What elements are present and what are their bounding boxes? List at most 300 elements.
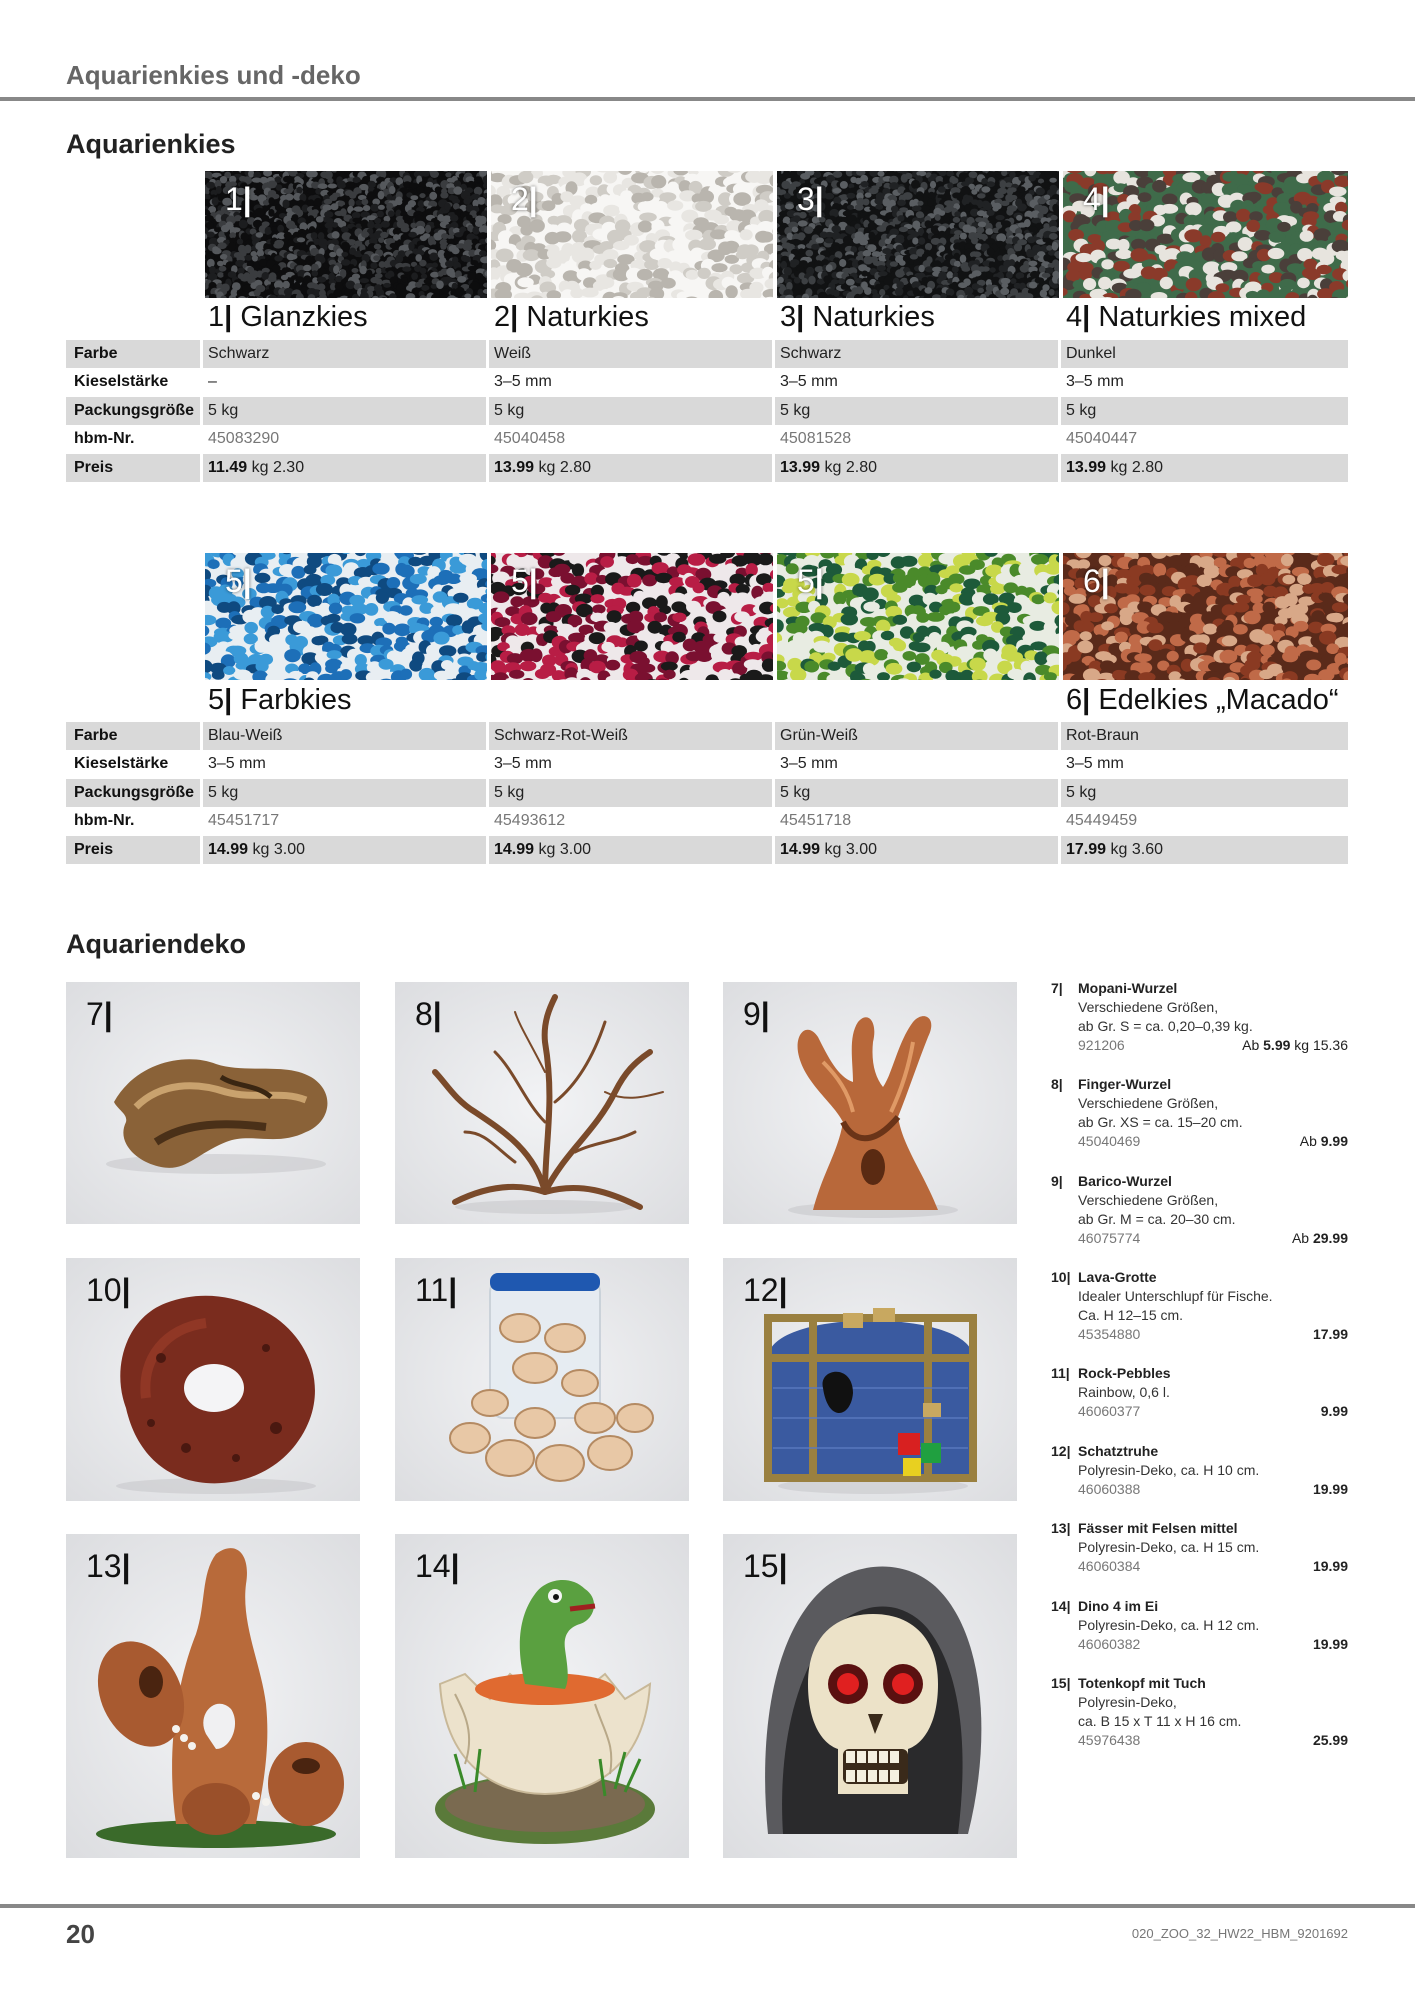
gravel-pebble [356,200,363,206]
gravel-pebble [254,289,261,296]
gravel-pebble [1203,624,1218,635]
gravel-pebble [613,241,629,250]
gravel-pebble [455,287,464,296]
gravel-pebble [237,239,243,245]
gravel-pebble [813,284,821,289]
gravel-pebble [894,237,904,244]
gravel-pebble [402,266,411,271]
gravel-pebble [860,239,868,245]
gravel-pebble [930,181,936,189]
gravel-pebble [801,278,808,285]
gravel-pebble [1028,261,1037,267]
gravel-pebble [604,259,618,268]
deko-image-8 [395,982,689,1224]
gravel-pebble [380,181,386,190]
gravel-pebble [938,186,946,193]
price: 17.99 kg 3.60 [1066,841,1163,858]
gravel-pebble [833,592,846,605]
deko-item-11: 11| Rock-Pebbles Rainbow, 0,6 l. 46060377 9.99 [1051,1365,1348,1419]
deko-image-10 [66,1258,360,1501]
price: 14.99 kg 3.00 [780,841,877,858]
gravel-pebble [1311,610,1325,623]
gravel-pebble [967,288,974,293]
gravel-pebble [352,218,361,223]
image-number: 5| [511,563,538,599]
gravel-pebble [792,227,799,233]
price: 19.99 [1312,1481,1348,1497]
gravel-pebble [952,266,959,273]
price: Ab 9.99 [1299,1133,1348,1149]
gravel-pebble [325,659,342,670]
gravel-pebble [1186,278,1202,291]
gravel-pebble [895,269,904,277]
gravel-pebble [627,574,642,588]
gravel-pebble [333,265,339,274]
gravel-pebble [1035,277,1045,283]
gravel-pebble [1024,219,1031,227]
gravel-pebble [394,624,412,637]
gravel-pebble [1120,612,1133,625]
gravel-pebble [1273,202,1289,214]
gravel-pebble [987,248,995,257]
section-title: Aquarienkies und -deko [66,60,361,90]
gravel-pebble [918,237,925,244]
gravel-pebble [740,229,753,240]
gravel-pebble [890,261,898,267]
gravel-pebble [435,186,442,193]
gravel-pebble [977,288,984,293]
gravel-pebble [663,670,675,680]
gravel-pebble [419,181,427,187]
gravel-pebble [1258,634,1273,646]
gravel-pebble [332,222,339,228]
gravel-pebble [1001,220,1011,226]
gravel-pebble [212,248,221,254]
gravel-pebble [644,259,659,270]
gravel-pebble [862,587,879,601]
gravel-pebble [297,237,305,242]
gravel-pebble [1001,201,1010,206]
gravel-pebble [554,231,571,242]
deko-item-12: 12| Schatztruhe Polyresin-Deko, ca. H 10 cm. 46060388 19.99 [1051,1443,1348,1497]
gravel-pebble [341,242,350,251]
gravel-pebble [312,209,319,214]
gravel-pebble [1006,208,1013,215]
deko-item-8: 8| Finger-Wurzel Verschiedene Größen, ab Gr. XS = ca. 15–20 cm. 45040469 Ab 9.99 [1051,1076,1348,1149]
image-number: 15| [743,1548,788,1584]
gravel-pebble [439,645,456,657]
gravel-pebble [605,660,620,671]
gravel-pebble [1037,198,1046,205]
gravel-pebble [1042,273,1051,278]
gravel-pebble [685,230,703,241]
price: Ab 5.99 kg 15.36 [1242,1037,1348,1053]
gravel-pebble [254,189,263,194]
gravel-pebble [854,631,871,641]
gravel-pebble [1044,621,1057,635]
gravel-pebble [1297,573,1311,585]
gravel-image-5b [491,553,773,680]
deko-item-10: 10| Lava-Grotte Idealer Unterschlupf für Fische. Ca. H 12–15 cm. 45354880 17.99 [1051,1269,1348,1342]
gravel-pebble [953,217,960,223]
gravel-pebble [1222,635,1237,646]
gravel-pebble [688,553,706,566]
price: 14.99 kg 3.00 [208,841,305,858]
gravel-pebble [1185,563,1199,575]
gravel-image-3 [777,171,1059,298]
gravel-pebble [589,261,601,270]
gravel-pebble [798,248,804,254]
gravel-pebble [1326,643,1339,654]
gravel-pebble [1244,611,1261,625]
gravel-pebble [964,204,970,212]
gravel-pebble [367,191,375,200]
gravel-pebble [913,287,920,296]
gravel-pebble [603,171,617,184]
gravel-pebble [415,282,423,288]
gravel-pebble [241,249,247,256]
gravel-pebble [1236,209,1251,222]
gravel-pebble [1083,278,1096,290]
kies-heading: Aquarienkies [66,129,236,159]
gravel-pebble [1298,555,1312,564]
image-number: 1| [225,181,252,217]
gravel-pebble [983,649,997,662]
gravel-pebble [472,226,479,234]
gravel-pebble [1028,226,1037,232]
gravel-pebble [1244,558,1256,568]
gravel-pebble [960,255,967,264]
gravel-pebble [368,181,376,188]
gravel-pebble [962,267,971,272]
gravel-pebble [288,601,306,613]
gravel-pebble [987,210,995,217]
gravel-pebble [686,270,699,280]
gravel-pebble [874,649,888,660]
gravel-pebble [626,554,639,564]
table-row-packungsgroesse: Packungsgröße 5 kg 5 kg 5 kg 5 kg [66,397,1348,425]
gravel-image-2 [491,171,773,298]
gravel-pebble [277,225,284,233]
price: 13.99 kg 2.80 [1066,459,1163,476]
gravel-pebble [425,225,431,233]
gravel-pebble [387,577,401,589]
gravel-pebble [952,178,959,184]
gravel-pebble [445,172,451,177]
table-row-farbe: Farbe Blau-Weiß Schwarz-Rot-Weiß Grün-Weiß Rot-Braun [66,722,1348,750]
gravel-pebble [899,260,906,266]
gravel-pebble [455,232,463,237]
gravel-pebble [714,215,729,225]
gravel-pebble [1238,237,1253,251]
gravel-pebble [1223,211,1237,223]
gravel-pebble [259,259,268,267]
gravel-pebble [791,239,800,244]
table-row-hbm: hbm-Nr. 45083290 45040458 45081528 45040447 [74,430,1138,447]
gravel-pebble [1249,211,1263,221]
product-name-2: 2| Naturkies [494,301,649,333]
gravel-pebble [1032,218,1042,224]
gravel-pebble [284,649,301,662]
gravel-pebble [377,211,384,218]
gravel-pebble [832,203,840,210]
gravel-pebble [425,208,433,216]
gravel-pebble [457,276,466,283]
gravel-pebble [1049,289,1055,296]
gravel-pebble [228,242,236,251]
gravel-pebble [436,280,444,289]
gravel-pebble [349,192,357,199]
gravel-pebble [332,231,340,239]
gravel-pebble [1125,584,1139,595]
gravel-pebble [217,272,224,278]
gravel-pebble [711,263,727,272]
gravel-pebble [284,232,292,240]
gravel-pebble [1009,259,1015,266]
gravel-pebble [1220,650,1238,664]
gravel-pebble [1088,612,1103,622]
gravel-pebble [441,660,453,670]
gravel-pebble [340,669,352,680]
gravel-pebble [453,186,462,194]
gravel-pebble [450,563,468,573]
price: 17.99 [1312,1326,1348,1342]
gravel-pebble [318,183,328,189]
gravel-pebble [432,262,438,267]
gravel-pebble [328,184,337,189]
gravel-pebble [620,190,633,201]
gravel-pebble [1013,575,1028,584]
deko-image-9 [723,982,1017,1224]
gravel-pebble [1177,181,1190,193]
gravel-pebble [337,181,347,189]
gravel-pebble [922,205,931,210]
image-number: 9| [743,996,770,1032]
gravel-pebble [1282,575,1295,584]
gravel-pebble [638,221,652,233]
gravel-pebble [1024,182,1033,188]
gravel-pebble [1233,624,1248,634]
gravel-pebble [1263,602,1276,614]
gravel-pebble [229,232,236,238]
gravel-pebble [592,604,605,613]
gravel-pebble [1101,621,1114,630]
gravel-pebble [271,604,283,614]
product-name-1: 1| Glanzkies [208,301,368,333]
gravel-pebble [1052,242,1058,251]
gravel-pebble [912,237,918,244]
gravel-pebble [825,238,834,243]
gravel-pebble [271,226,278,232]
gravel-pebble [864,287,872,295]
gravel-pebble [1080,631,1092,640]
gravel-pebble [826,264,833,272]
gravel-pebble [366,270,372,279]
gravel-pebble [244,622,258,634]
gravel-pebble [958,272,968,279]
gravel-pebble [602,277,615,288]
gravel-pebble [440,243,447,250]
gravel-pebble [1007,602,1022,613]
gravel-pebble [982,266,990,271]
gravel-pebble [1297,278,1310,289]
gravel-pebble [1064,181,1079,192]
gravel-pebble [421,274,427,279]
deko-image-7 [66,982,360,1224]
gravel-pebble [877,265,886,271]
catalog-code: 020_ZOO_32_HW22_HBM_9201692 [1131,1926,1348,1941]
gravel-pebble [943,216,950,222]
gravel-pebble [400,669,412,680]
gravel-pebble [402,277,408,282]
gravel-pebble [724,563,737,575]
deko-image-12 [723,1258,1017,1501]
gravel-pebble [462,620,474,634]
gravel-pebble [1244,659,1260,671]
gravel-pebble [463,243,472,251]
gravel-pebble [694,286,709,298]
gravel-pebble [365,603,379,616]
gravel-pebble [798,220,808,226]
gravel-pebble [913,633,925,643]
gravel-pebble [357,623,371,636]
gravel-pebble [1008,187,1016,192]
gravel-pebble [1016,215,1022,221]
gravel-image-6 [1063,553,1348,680]
gravel-pebble [659,192,676,201]
gravel-pebble [1014,243,1022,251]
gravel-pebble [843,236,851,244]
gravel-pebble [863,250,872,257]
image-number: 8| [415,996,442,1032]
gravel-pebble [349,199,355,207]
gravel-pebble [381,221,390,228]
product-name-5: 5| Farbkies [208,684,352,716]
gravel-pebble [373,255,380,261]
gravel-pebble [300,244,309,250]
gravel-pebble [619,203,636,216]
gravel-pebble [1233,602,1250,612]
gravel-pebble [372,563,389,575]
gravel-pebble [893,640,906,652]
page-number: 20 [66,1919,95,1949]
gravel-pebble [399,605,412,615]
gravel-pebble [1246,220,1260,232]
table-row-hbm: hbm-Nr. 45451717 45493612 45451718 45449459 [74,812,1138,829]
gravel-pebble [638,664,655,673]
gravel-pebble [927,198,934,206]
gravel-pebble [988,216,997,222]
gravel-pebble [758,553,774,565]
gravel-pebble [1197,575,1212,588]
gravel-pebble [327,650,342,659]
deko-item-13: 13| Fässer mit Felsen mittel Polyresin-Deko, ca. H 15 cm. 46060384 19.99 [1051,1520,1348,1574]
gravel-pebble [1295,603,1308,614]
gravel-pebble [672,238,686,252]
gravel-pebble [477,197,485,205]
deko-item-9: 9| Barico-Wurzel Verschiedene Größen, ab Gr. M = ca. 20–30 cm. 46075774 Ab 29.99 [1051,1173,1348,1246]
gravel-pebble [410,574,427,584]
gravel-pebble [256,232,264,238]
gravel-pebble [804,661,819,673]
gravel-pebble [878,271,888,276]
gravel-pebble [1185,202,1202,215]
gravel-pebble [1184,604,1202,614]
gravel-pebble [1332,565,1349,575]
header-divider [0,97,1415,101]
gravel-pebble [713,633,726,643]
gravel-pebble [927,612,945,622]
gravel-pebble [790,259,800,266]
gravel-pebble [444,251,452,258]
gravel-pebble [1069,662,1086,672]
gravel-pebble [572,563,584,577]
gravel-pebble [374,244,381,250]
gravel-pebble [434,220,441,228]
gravel-pebble [713,611,727,623]
gravel-pebble [331,203,339,210]
gravel-pebble [897,200,906,206]
gravel-pebble [785,203,794,209]
gravel-image-1 [205,171,487,298]
gravel-pebble [268,209,274,217]
gravel-pebble [362,199,369,206]
gravel-pebble [546,611,562,622]
gravel-pebble [568,633,586,644]
gravel-pebble [463,198,470,205]
gravel-pebble [1034,651,1048,665]
product-name-4: 4| Naturkies mixed [1066,301,1307,333]
footer-divider [0,1904,1415,1908]
gravel-pebble [1216,283,1230,292]
gravel-pebble [1010,278,1016,284]
gravel-pebble [329,252,336,258]
price: 9.99 [1320,1403,1348,1419]
gravel-pebble [242,610,258,624]
gravel-pebble [345,181,354,187]
gravel-pebble [424,279,431,284]
gravel-pebble [255,640,269,653]
gravel-pebble [949,574,965,585]
gravel-pebble [445,260,454,267]
gravel-pebble [640,192,653,201]
gravel-pebble [903,192,913,200]
gravel-pebble [928,192,935,200]
gravel-pebble [876,182,882,187]
gravel-pebble [1269,231,1286,243]
gravel-pebble [1027,236,1036,243]
gravel-pebble [918,213,925,219]
gravel-pebble [294,282,301,289]
gravel-pebble [393,171,399,176]
gravel-pebble [946,565,961,574]
gravel-pebble [936,181,943,187]
gravel-pebble [806,250,814,257]
gravel-pebble [813,641,831,653]
product-name-3: 3| Naturkies [780,301,935,333]
gravel-pebble [342,634,358,645]
gravel-pebble [429,253,438,261]
gravel-pebble [332,193,340,198]
gravel-pebble [472,239,479,245]
gravel-pebble [212,670,225,680]
gravel-pebble [474,176,482,182]
gravel-pebble [493,591,509,603]
gravel-pebble [924,287,932,294]
gravel-pebble [388,210,395,216]
gravel-pebble [530,219,545,232]
gravel-pebble [1123,269,1141,279]
